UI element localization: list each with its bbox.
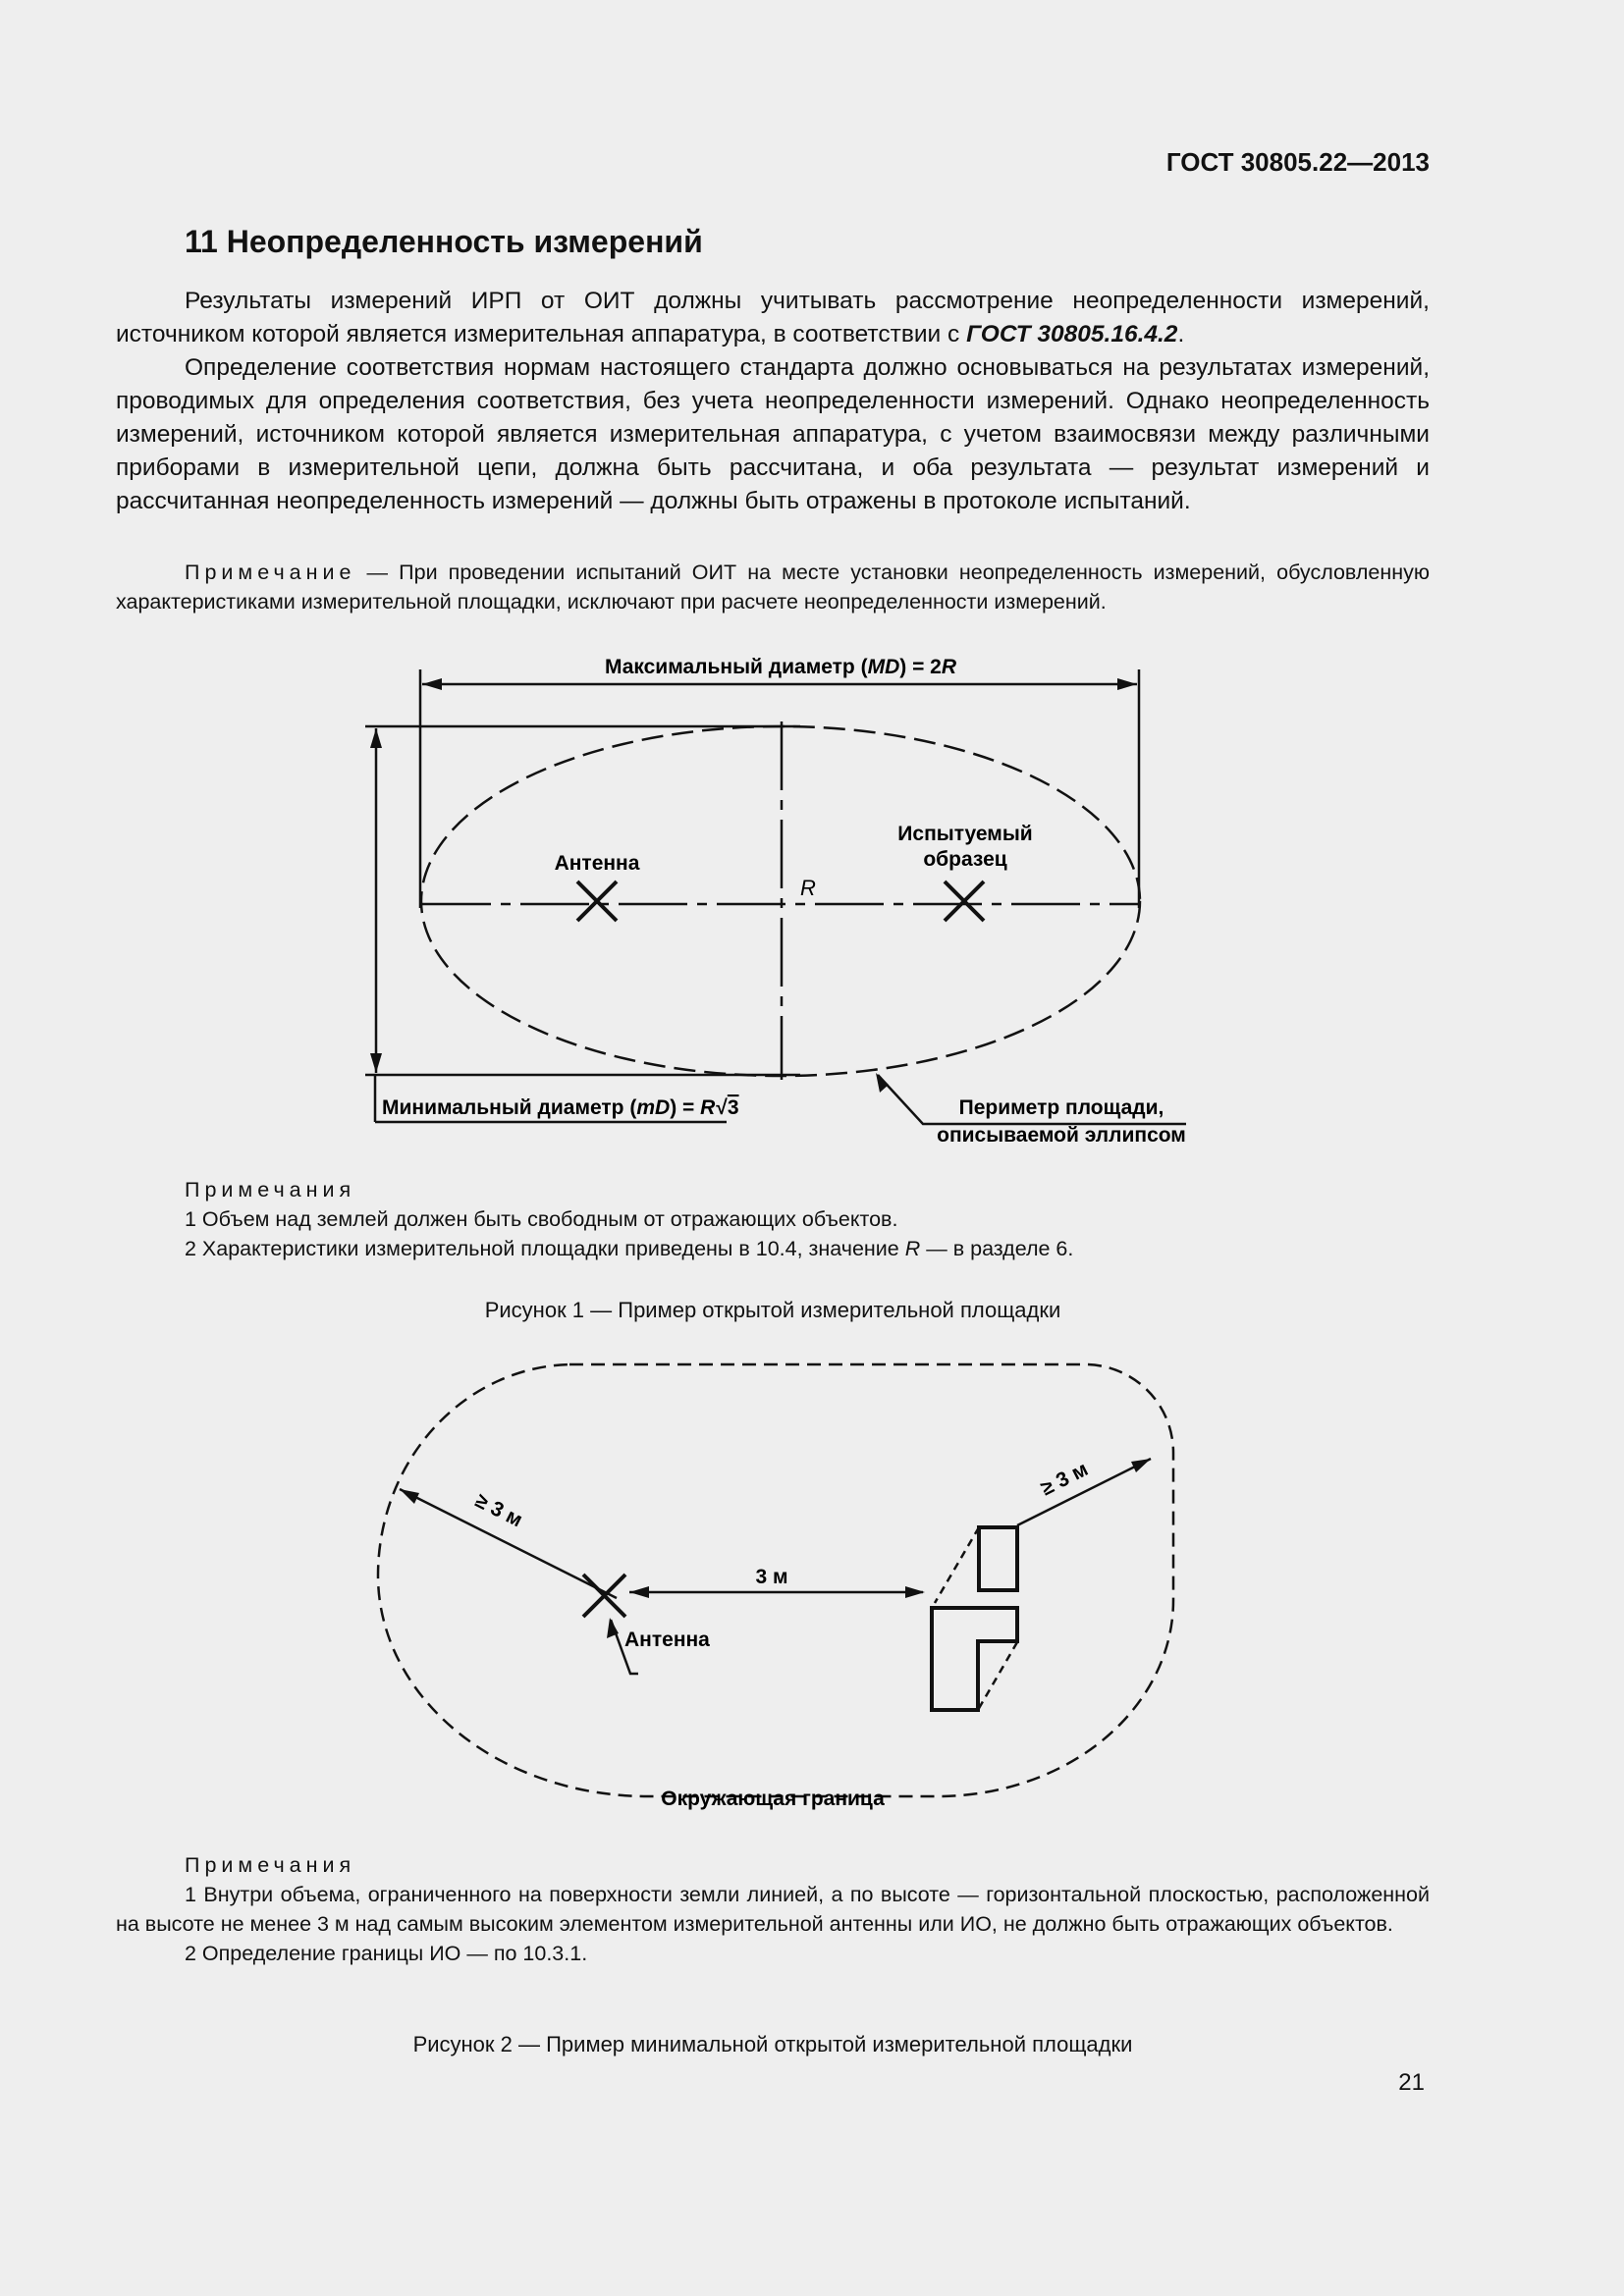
figure-1-caption: Рисунок 1 — Пример открытой измерительной площадки	[484, 1298, 1061, 1322]
figure-2-notes	[116, 1850, 1430, 1968]
left-distance-label: ≥ 3 м	[471, 1489, 526, 1532]
page-number: 21	[1398, 2069, 1425, 2096]
arrowhead	[370, 1053, 382, 1073]
figure-1-notes-title: Примечания	[185, 1178, 356, 1201]
figure-1-note-1: 1 Объем над землей должен быть свободным от отражающих объектов.	[185, 1207, 898, 1231]
figure-2-notes-title: Примечания	[185, 1853, 356, 1877]
arrowhead	[422, 678, 442, 690]
antenna-label: Антенна	[624, 1629, 710, 1651]
eut-label-line2: образец	[923, 848, 1007, 871]
arrowhead	[370, 728, 382, 748]
section-title: 11 Неопределенность измерений	[185, 224, 703, 259]
note-label: Примечание	[185, 561, 356, 584]
arrowhead	[400, 1489, 419, 1504]
paragraph-1-end: .	[1177, 321, 1185, 347]
sqrt-symbol: √	[716, 1096, 728, 1119]
eut-boundary-dashed-2	[978, 1642, 1017, 1710]
eut-label-line1: Испытуемый	[897, 823, 1033, 845]
standard-reference: ГОСТ 30805.16.4.2	[966, 321, 1178, 347]
arrowhead	[1117, 678, 1137, 690]
eut-boundary-dashed-1	[935, 1527, 979, 1603]
arrowhead	[905, 1586, 925, 1598]
figure-2-note-1: 1 Внутри объема, ограниченного на поверхности земли линией, а по высоте — горизонтальной плоскостью, расположенной на высоте не менее 3 м над самым высоким элементом измерительной антенны или ИО, не должно быть отражающих объектов.	[116, 1883, 1430, 1936]
figure-2-diagram	[0, 1335, 1624, 1836]
paragraph-1-text: Результаты измерений ИРП от ОИТ должны учитывать рассмотрение неопределенности измерений, источником которой является измерительная аппаратура, в соответствии с	[116, 288, 1430, 347]
right-distance-label: ≥ 3 м	[1037, 1457, 1092, 1501]
eut-box-lower	[932, 1608, 1017, 1710]
radius-label: R	[800, 876, 816, 900]
perimeter-label-line1: Периметр площади,	[958, 1096, 1164, 1119]
figure-1-notes	[116, 1175, 1430, 1263]
perimeter-label-line2: описываемой эллипсом	[937, 1124, 1186, 1147]
figure-1-note-2: 2 Характеристики измерительной площадки приведены в 10.4, значение R — в разделе 6.	[185, 1237, 1074, 1260]
three-m-label: 3 м	[755, 1566, 788, 1588]
arrowhead	[1131, 1459, 1151, 1472]
arrowhead	[629, 1586, 649, 1598]
paragraph-2-text: Определение соответствия нормам настоящего стандарта должно основываться на результатах измерений, проводимых для определения соответствия, без учета неопределенности измерений. Однако неопределенность измерений, источником которой является измерительная аппаратура, с учетом взаимосвязи между различными приборами в измерительной цепи, должна быть рассчитана, и оба результата — результат измерений и рассчитанная неопределенность измерений — должны быть отражены в протоколе испытаний.	[116, 354, 1430, 514]
figure-2-note-2: 2 Определение границы ИО — по 10.3.1.	[185, 1942, 588, 1965]
antenna-label: Антенна	[554, 852, 640, 875]
document-header: ГОСТ 30805.22—2013	[1165, 147, 1430, 177]
eut-box-upper	[979, 1527, 1017, 1590]
boundary-label: Окружающая граница	[661, 1788, 885, 1810]
note-text: — При проведении испытаний ОИТ на месте установки неопределенность измерений, обусловленную характеристиками измерительной площадки, исключают при расчете неопределенности измерений.	[116, 561, 1430, 614]
min-diameter-label: Минимальный диаметр (mD) = R√3	[382, 1096, 739, 1119]
max-diameter-label: Максимальный диаметр (MD) = 2R	[604, 656, 957, 678]
figure-2-caption: Рисунок 2 — Пример минимальной открытой измерительной площадки	[412, 2032, 1133, 2056]
